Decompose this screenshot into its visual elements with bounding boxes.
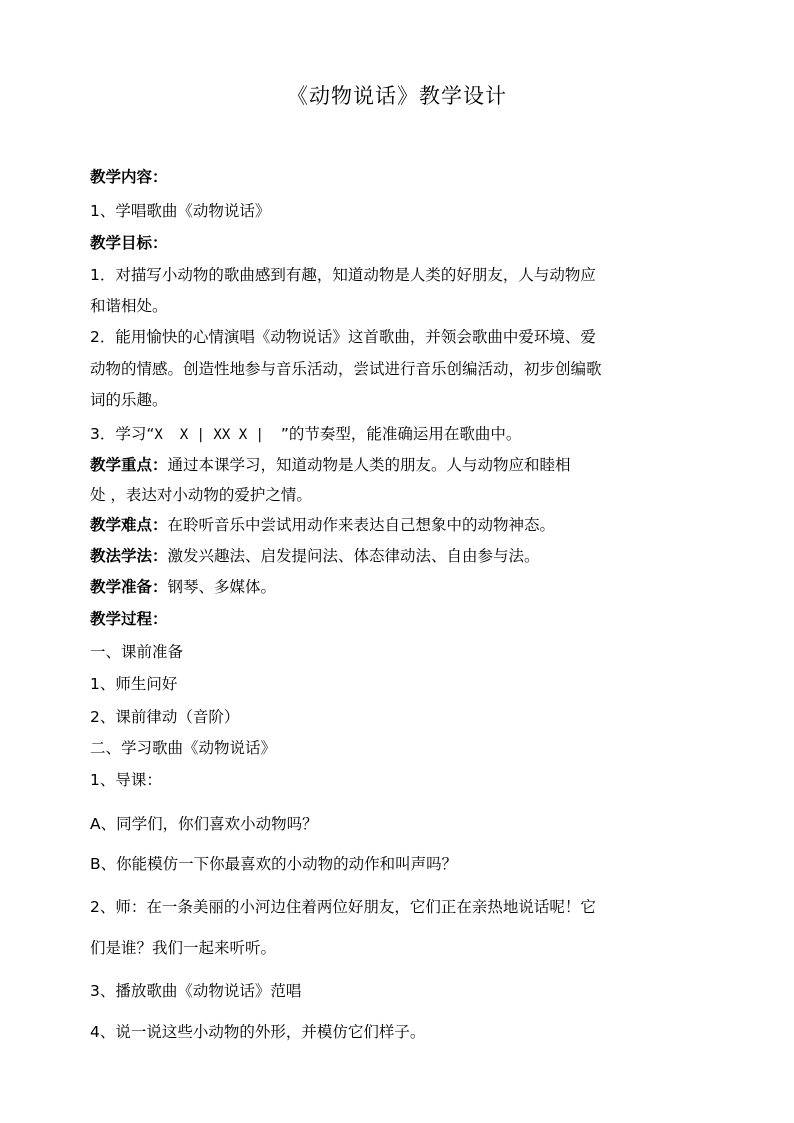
preparation [90,576,710,598]
process-heading: 教学过程： [90,610,168,628]
process-section-2: 二、学习歌曲《动物说话》 [90,739,277,757]
process-item-1-1: 1、师生问好 [90,675,178,693]
rhythm-pattern: X X | XX X | [154,427,281,443]
key-points-text-line-1: 通过本课学习，知道动物是人类的朋友。人与动物应和睦相 [167,456,571,474]
goals-heading: 教学目标： [90,234,168,252]
document-title: 《动物说话》教学设计 [287,84,507,108]
methods-text: 激发兴趣法、启发提问法、体态律动法、自由参与法。 [167,547,540,565]
key-points-text-line-2: 处 ，表达对小动物的爱护之情。 [90,486,312,504]
preparation-text: 钢琴、多媒体。 [167,578,277,596]
goal-3-suffix: ”的节奏型，能准确运用在歌曲中。 [280,425,522,443]
difficulty-label: 教学难点： [90,516,168,534]
process-item-2-1b: B、你能模仿一下你最喜欢的小动物的动作和叫声吗？ [90,855,458,873]
goal-3 [90,423,710,446]
process-item-2-2-line-2: 们是谁？我们一起来听听。 [90,939,277,957]
process-item-2-4: 4、说一说这些小动物的外形，并模仿它们样子。 [90,1023,426,1041]
teaching-methods [90,545,710,567]
content-heading: 教学内容： [90,168,168,186]
process-item-2-1: 1、导课： [90,771,162,789]
goal-2-line-2: 动物的情感。创造性地参与音乐活动，尝试进行音乐创编活动，初步创编歌 [90,360,602,378]
difficulty [90,514,710,536]
process-item-2-2-line-1: 2、师：在一条美丽的小河边住着两位好朋友，它们正在亲热地说话呢！它 [90,898,596,916]
process-section-1: 一、课前准备 [90,643,184,661]
goal-3-prefix: 3．学习“ [90,425,155,443]
goal-2-line-3: 词的乐趣。 [90,391,168,409]
key-points-label: 教学重点： [90,456,168,474]
process-item-1-2: 2、课前律动（音阶） [90,708,240,726]
goal-1-line-1: 1．对描写小动物的歌曲感到有趣，知道动物是人类的好朋友，人与动物应 [90,266,596,284]
process-item-2-1a: A、同学们，你们喜欢小动物吗？ [90,815,318,833]
difficulty-text: 在聆听音乐中尝试用动作来表达自己想象中的动物神态。 [167,516,556,534]
goal-2-line-1: 2．能用愉快的心情演唱《动物说话》这首歌曲，并领会歌曲中爱环境、爱 [90,328,596,346]
preparation-label: 教学准备： [90,578,168,596]
goal-1-line-2: 和谐相处。 [90,297,168,315]
key-points [90,454,710,476]
process-item-2-3: 3、播放歌曲《动物说话》范唱 [90,982,302,1000]
content-item: 1、学唱歌曲《动物说话》 [90,202,271,220]
methods-label: 教法学法： [90,547,168,565]
